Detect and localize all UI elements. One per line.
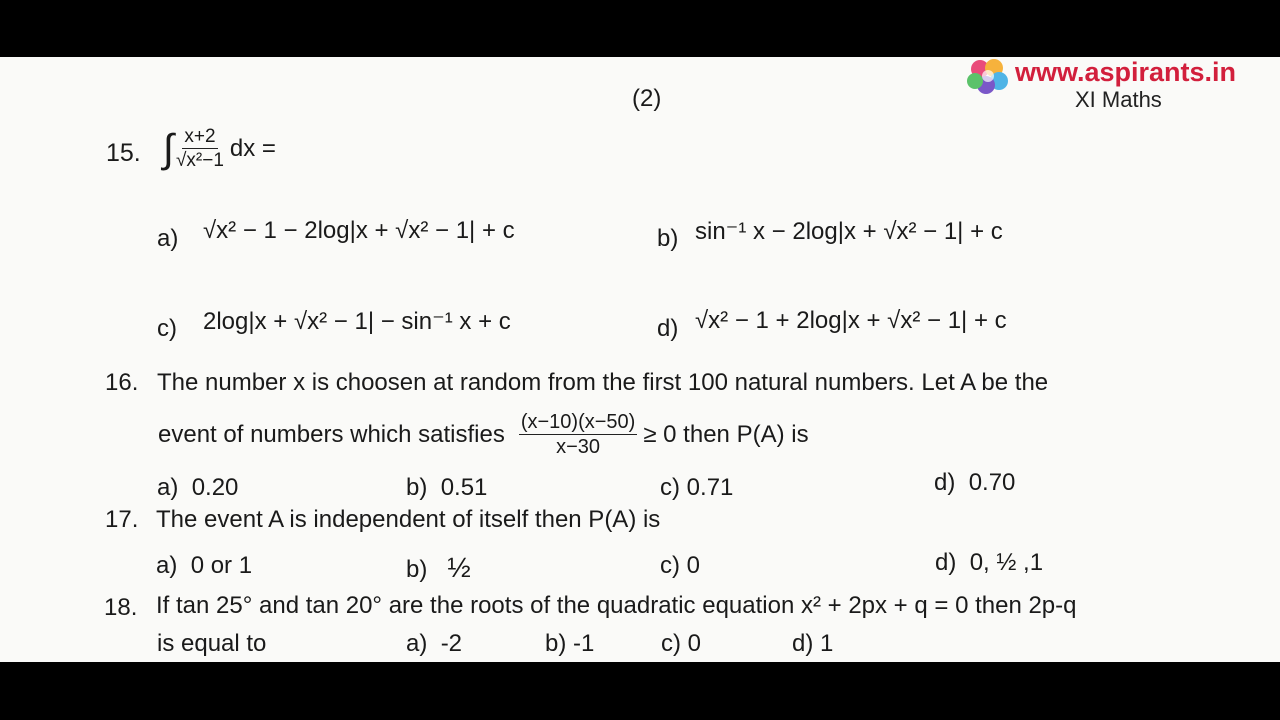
q17-option-c: c) 0 (660, 552, 701, 579)
q18-line1: If tan 25° and tan 20° are the roots of the quadratic equation x² + 2px + q = 0 then 2p-q (156, 592, 1077, 619)
q17-text: The event A is independent of itself then P(A) is (156, 506, 661, 533)
q15-stem (163, 127, 276, 170)
q18-option-b: b) -1 (545, 630, 595, 657)
subject-label: XI Maths (1075, 87, 1162, 112)
q18-line2: is equal to (157, 630, 267, 657)
q16-option-d: d) 0.70 (934, 469, 1016, 496)
q15-fraction: $\frac{x+2}{\text{√x²−1}}$ (175, 126, 224, 171)
q15-d-label: d) (657, 315, 679, 342)
q18-option-d: d) 1 (792, 630, 834, 657)
q15-b-label: b) (657, 225, 679, 252)
q16-line1: The number x is choosen at random from the first 100 natural numbers. Let A be the (157, 369, 1049, 396)
q17-option-b: b) ½ (406, 552, 471, 583)
q15-a-label: a) (157, 225, 179, 252)
q16-option-c: c) 0.71 (660, 474, 734, 501)
integral-sign: ∫ (163, 126, 174, 171)
q15-number: 15. (106, 139, 141, 167)
q17-option-d: d) 0, ½ ,1 (935, 549, 1044, 576)
q16-line2: event of numbers which satisfies $\frac{(x-10)(x-50)}{x-30}$ ≥ 0 then P(A) is (158, 411, 809, 458)
q15-d-text: √x² − 1 + 2log|x + √x² − 1| + c (695, 307, 1007, 334)
q15-b-text: sin⁻¹ x − 2log|x + √x² − 1| + c (695, 218, 1003, 245)
q18-number: 18. (104, 594, 138, 621)
q15-c-text: 2log|x + √x² − 1| − sin⁻¹ x + c (203, 308, 511, 335)
q16-number: 16. (105, 369, 139, 396)
q15-stem-tail: dx = (229, 134, 276, 162)
q16-option-a: a) 0.20 (157, 474, 239, 501)
q16-fraction: $\frac{(x-10)(x-50)}{x-30}$ (520, 411, 636, 458)
site-url[interactable]: www.aspirants.in (1015, 57, 1237, 87)
q16-option-b: b) 0.51 (406, 474, 488, 501)
q18-option-a: a) -2 (406, 630, 463, 657)
q17-option-a: a) 0 or 1 (156, 552, 253, 579)
q15-a-text: √x² − 1 − 2log|x + √x² − 1| + c (203, 217, 515, 244)
q18-option-c: c) 0 (661, 630, 702, 657)
page-number: (2) (632, 85, 662, 112)
q15-c-label: c) (157, 315, 177, 342)
exam-page (0, 57, 1280, 662)
q17-number: 17. (105, 506, 139, 533)
aspirants-logo-icon (966, 57, 1010, 97)
